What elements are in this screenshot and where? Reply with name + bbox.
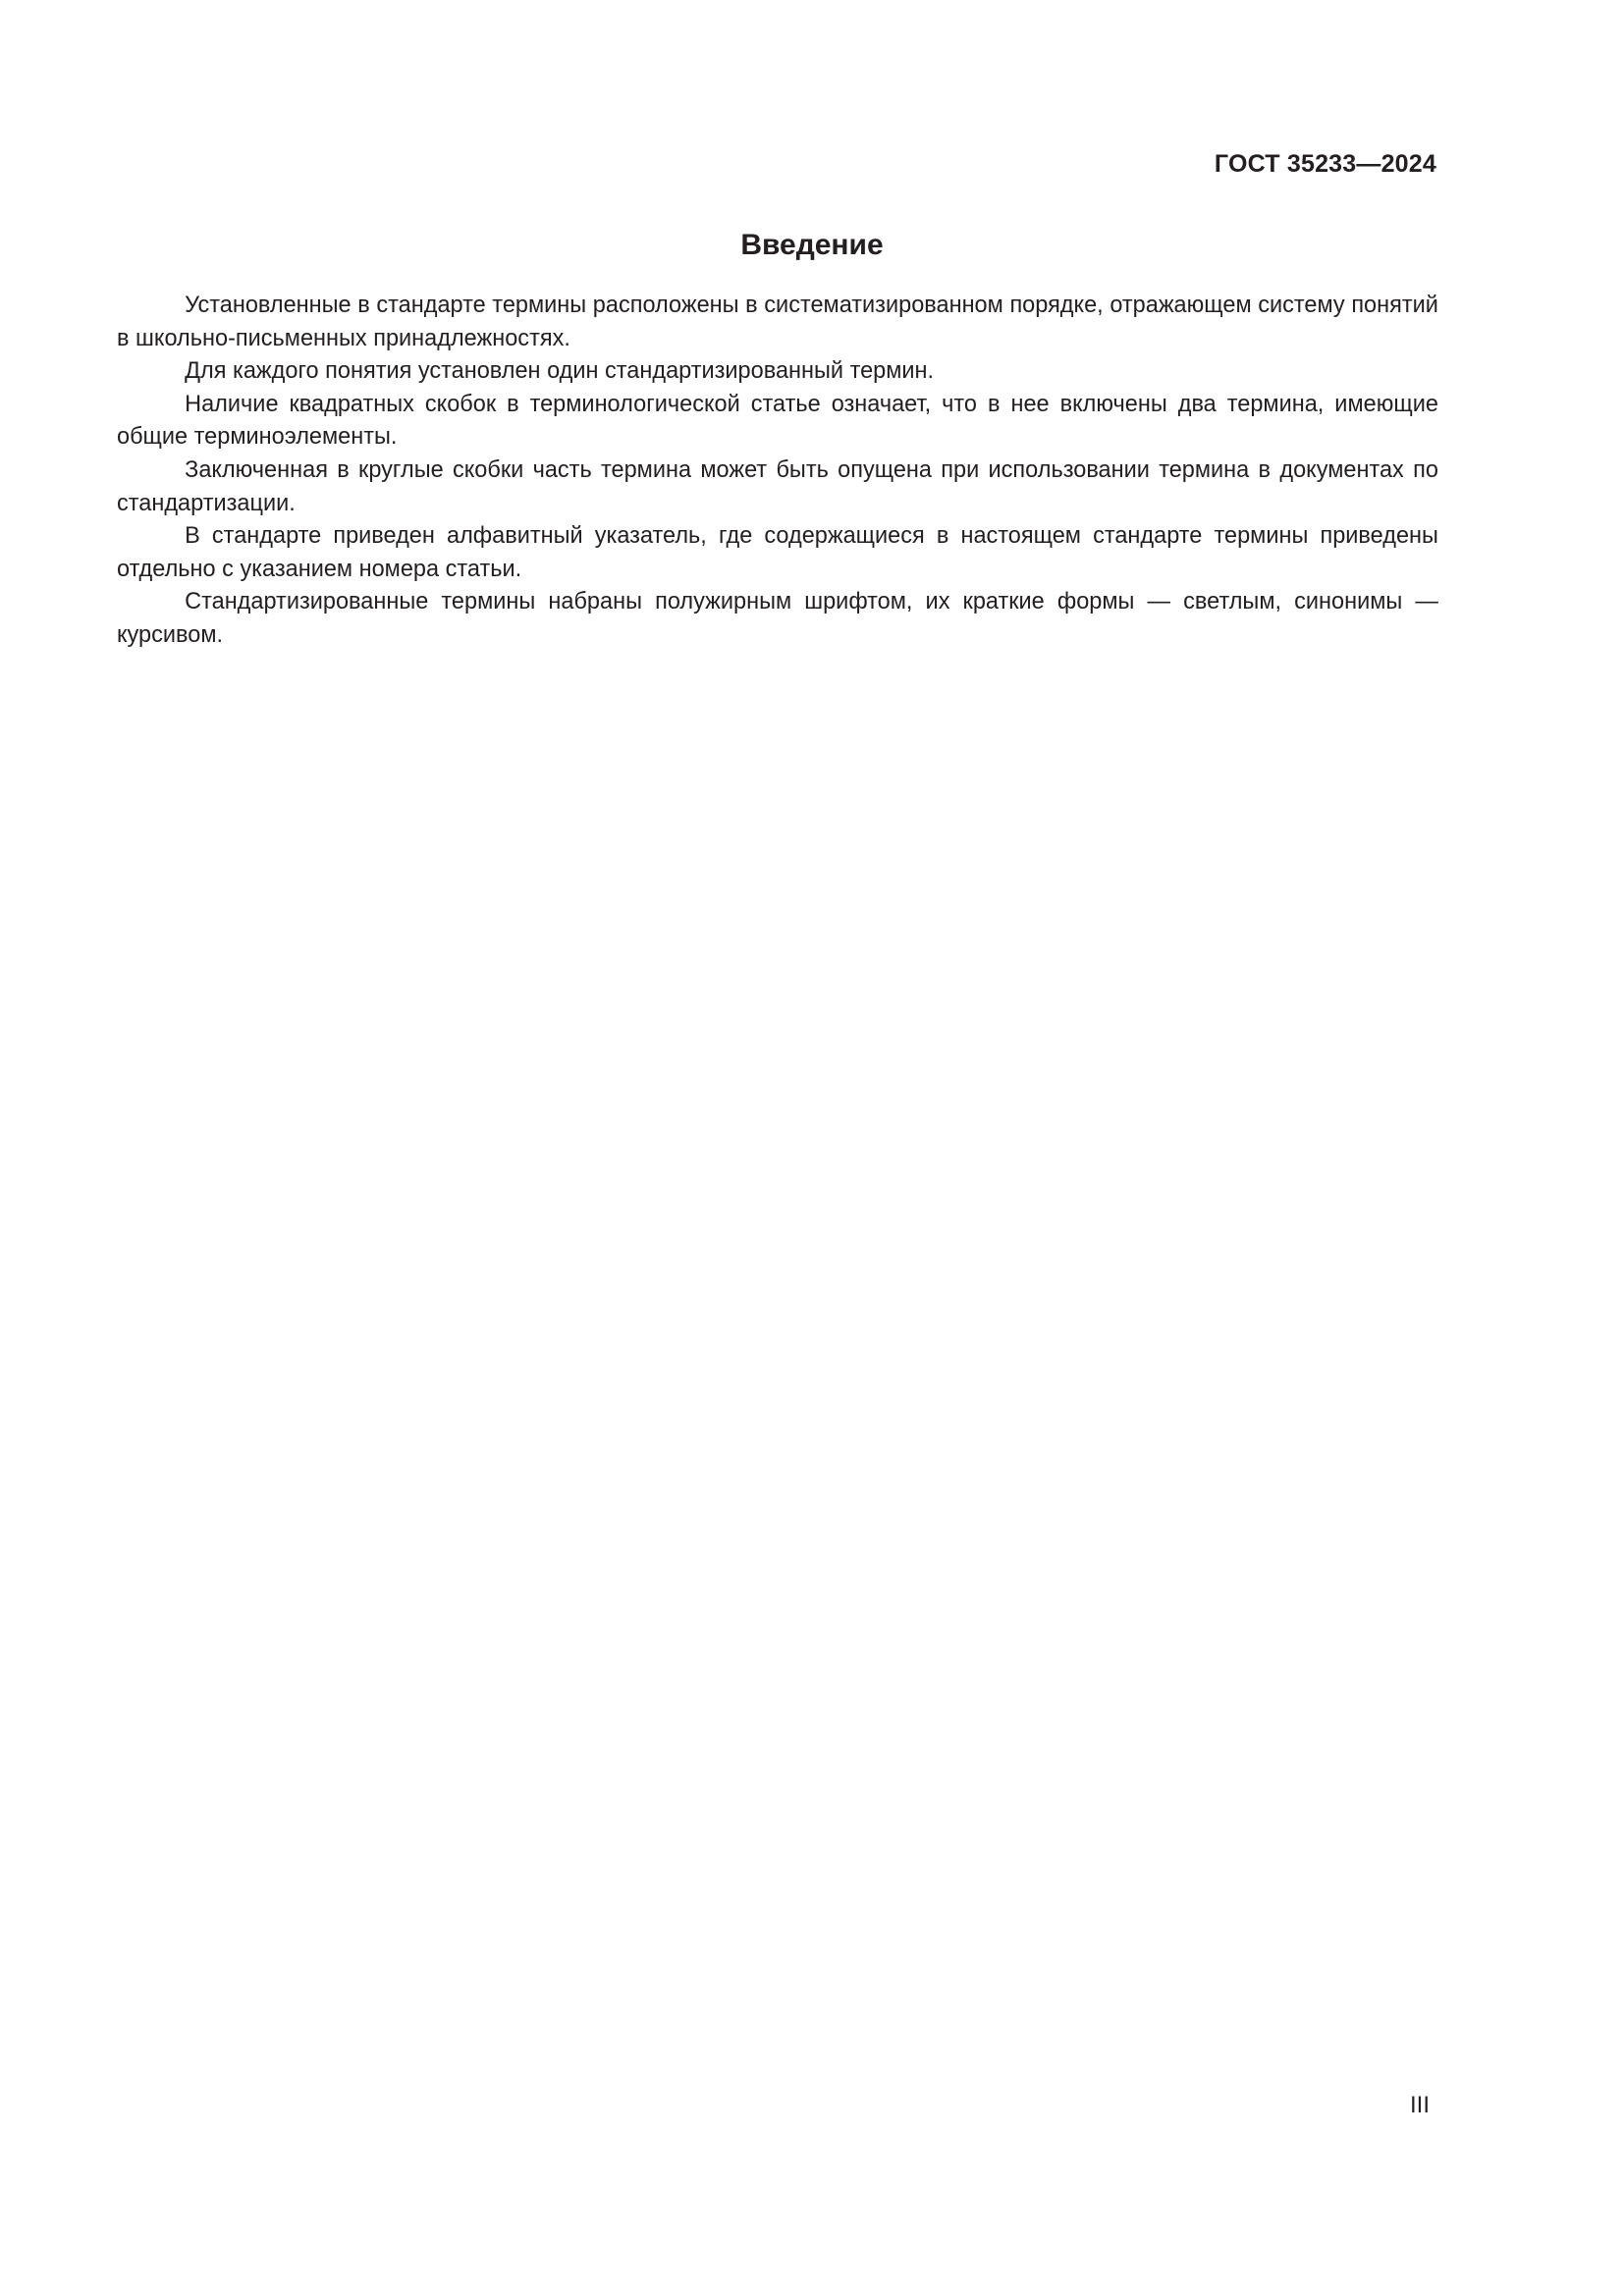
paragraph: Стандартизированные термины набраны полужирным шрифтом, их краткие формы — светлым, синонимы — курсивом. bbox=[117, 588, 1438, 648]
document-code: ГОСТ 35233—2024 bbox=[1214, 150, 1436, 178]
introduction-body bbox=[117, 289, 1438, 652]
page-number: III bbox=[1409, 2092, 1430, 2118]
paragraph: В стандарте приведен алфавитный указатель, где содержащиеся в настоящем стандарте термины приведены отдельно с указанием номера статьи. bbox=[117, 522, 1438, 582]
section-title: Введение bbox=[740, 229, 884, 261]
paragraph: Наличие квадратных скобок в терминологической статье означает, что в нее включены два термина, имеющие общие терминоэлементы. bbox=[117, 390, 1438, 451]
paragraph: Заключенная в круглые скобки часть термина может быть опущена при использовании термина в документах по стандартизации. bbox=[117, 455, 1438, 516]
paragraph: Установленные в стандарте термины расположены в систематизированном порядке, отражающем систему понятий в школьно-письменных принадлежностях. bbox=[117, 292, 1438, 351]
paragraph: Для каждого понятия установлен один стандартизированный термин. bbox=[185, 357, 935, 385]
